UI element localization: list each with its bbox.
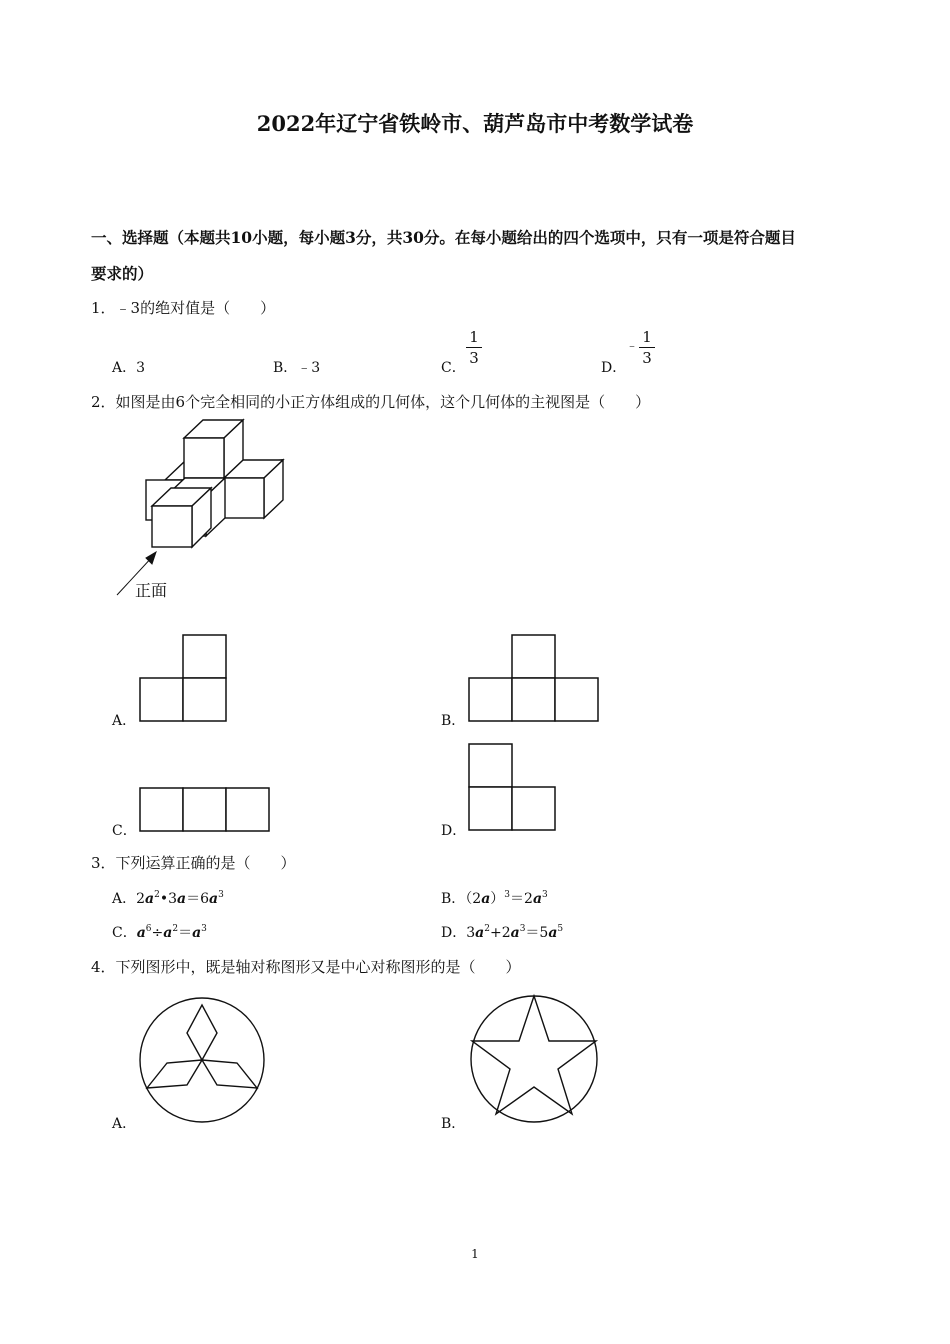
q2-option-d-label: D．: [441, 823, 467, 839]
q4-option-b-label: B．: [441, 1116, 466, 1132]
q2-option-b-figure: [468, 635, 600, 725]
option-label: A．: [112, 891, 137, 907]
page-number: 1: [471, 1247, 479, 1261]
q2-option-c-label: C．: [112, 823, 137, 839]
question-4-stem: 4．下列图形中，既是轴对称图形又是中心对称图形的是（ ）: [91, 958, 521, 976]
q1-option-d-sign: ﹣: [626, 338, 639, 352]
option-label: D．: [441, 925, 467, 941]
option-label: B．: [441, 891, 466, 907]
q4-option-a-label: A．: [112, 1116, 137, 1132]
fraction-numerator: 1: [642, 328, 652, 346]
fraction-denominator: 3: [642, 349, 652, 367]
q2-option-a-figure: [139, 635, 229, 725]
q2-option-d-figure: [468, 744, 558, 834]
q1-option-c-fraction: [466, 328, 482, 367]
fraction-bar: [466, 347, 482, 348]
q1-option-b: B．﹣3: [273, 360, 321, 376]
fraction-denominator: 3: [469, 349, 479, 367]
fraction-numerator: 1: [469, 328, 479, 346]
option-label: C．: [112, 925, 137, 941]
q1-option-c-label: C．: [441, 360, 466, 376]
fraction-bar: [639, 347, 655, 348]
section-heading-line2: 要求的）: [91, 264, 154, 283]
q1-option-d-label: D．: [601, 360, 627, 376]
q3-option-b: B．$(2a)^3=2a^3$: [441, 890, 548, 907]
q2-option-c-figure: [139, 787, 271, 833]
q1-option-d-fraction: [639, 328, 655, 367]
front-direction-label: 正面: [135, 581, 168, 600]
question-2-stem: 2．如图是由6个完全相同的小正方体组成的几何体，这个几何体的主视图是（ ）: [91, 393, 651, 411]
q1-option-a: A．3: [112, 360, 146, 376]
q3-option-c: C．$a^6\div a^2=a^3$: [112, 924, 207, 941]
q3-option-d: D．$3a^2+2a^3=5a^5$: [441, 924, 564, 941]
q2-option-a-label: A．: [112, 713, 137, 729]
section-heading-line1: 一、选择题（本题共10小题，每小题3分，共30分。在每小题给出的四个选项中，只有一项是符合题目: [91, 228, 796, 247]
question-1-stem: 1．﹣3的绝对值是（ ）: [91, 299, 276, 317]
q4-option-a-figure: [137, 995, 267, 1125]
q4-option-b-figure: [468, 993, 600, 1125]
q2-option-b-label: B．: [441, 713, 466, 729]
question-3-stem: 3．下列运算正确的是（ ）: [91, 854, 296, 872]
q3-option-a: A．$2a^2•3a=6a^3$: [112, 890, 224, 907]
page-title: 2022年辽宁省铁岭市、葫芦岛市中考数学试卷: [256, 111, 694, 136]
